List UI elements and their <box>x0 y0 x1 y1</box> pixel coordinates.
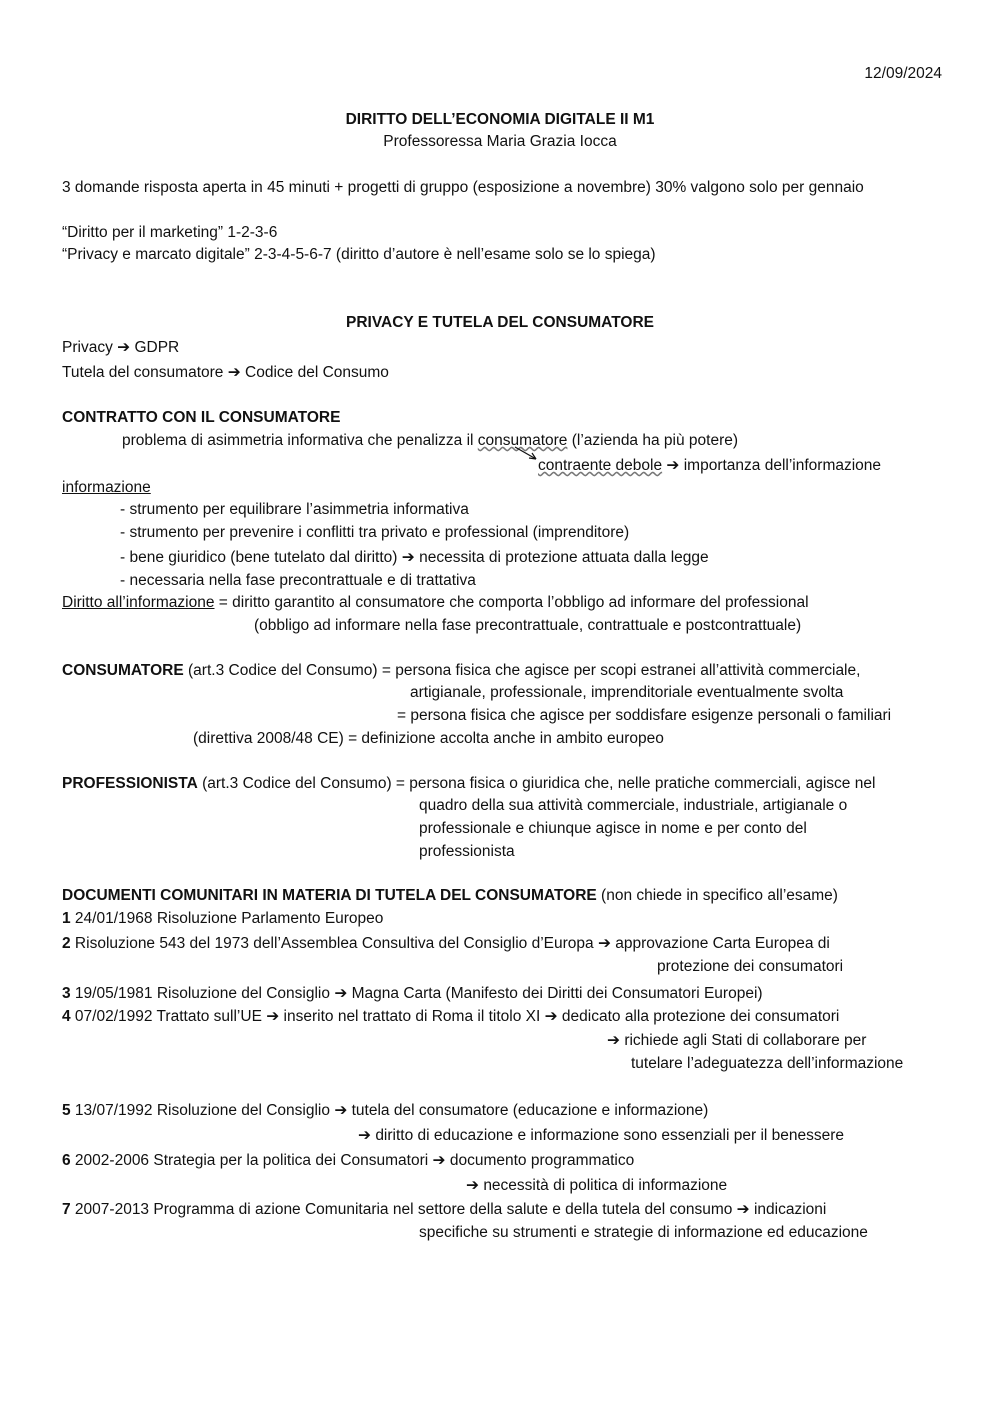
consumatore-label: CONSUMATORE <box>62 662 184 679</box>
arrow-icon: ➔ <box>266 1008 280 1025</box>
arrow-icon: ➔ <box>597 935 611 952</box>
arrow-icon: ➔ <box>607 1032 620 1049</box>
arrow-icon: ➔ <box>401 549 415 566</box>
documento-item-5 <box>62 1101 708 1121</box>
arrow-icon: ➔ <box>334 985 348 1002</box>
arrow-icon: ➔ <box>466 1177 479 1194</box>
documento-item-4-cont-1 <box>607 1031 866 1051</box>
contraente-debole-word: contraente debole <box>538 457 663 474</box>
professionista-text: (art.3 Codice del Consumo) = persona fisica o giuridica che, nelle pratiche commerciali, agisce nel <box>197 775 876 792</box>
info-bullet-2: - strumento per prevenire i conflitti tra privato e professional (imprenditore) <box>120 524 630 541</box>
diritto-informazione-label: Diritto all’informazione <box>62 594 215 611</box>
professionista-line-3: professionale e chiunque agisce in nome e per conto del <box>419 820 807 837</box>
document-date: 12/09/2024 <box>864 65 942 82</box>
item-number: 4 <box>62 1008 71 1025</box>
contraente-line <box>538 456 881 476</box>
item-number: 6 <box>62 1152 71 1169</box>
importanza-text: importanza dell’informazione <box>683 457 882 474</box>
gdpr-term: GDPR <box>134 339 180 356</box>
book-reference-1: “Diritto per il marketing” 1-2-3-6 <box>62 224 278 241</box>
section-title-contratto: CONTRATTO CON IL CONSUMATORE <box>62 409 341 426</box>
item-number: 1 <box>62 910 71 927</box>
item-number: 5 <box>62 1102 71 1119</box>
arrow-icon: ➔ <box>334 1102 348 1119</box>
professionista-definition <box>62 774 875 794</box>
documento-item-2 <box>62 934 830 954</box>
item-result: indicazioni <box>753 1201 827 1218</box>
item-result: documento programmatico <box>449 1152 635 1169</box>
arrow-icon: ➔ <box>736 1201 750 1218</box>
documento-item-6-cont <box>466 1176 727 1196</box>
section-title-privacy: PRIVACY E TUTELA DEL CONSUMATORE <box>345 314 655 331</box>
informazione-label: informazione <box>62 479 151 496</box>
asimmetria-text: problema di asimmetria informativa che penalizza il <box>122 432 478 449</box>
documento-item-5-cont <box>358 1126 844 1146</box>
consumatore-line-3: = persona fisica che agisce per soddisfare esigenze personali o familiari <box>397 707 892 724</box>
documento-item-2-cont: protezione dei consumatori <box>657 958 844 975</box>
codice-term: Codice del Consumo <box>245 364 389 381</box>
documento-item-1 <box>62 909 383 929</box>
item-number: 2 <box>62 935 71 952</box>
item-result: Magna Carta (Manifesto dei Diritti dei Consumatori Europei) <box>351 985 763 1002</box>
asimmetria-line <box>122 431 738 451</box>
document-title: DIRITTO DELL’ECONOMIA DIGITALE II M1 <box>345 111 655 128</box>
info-bullet-4: - necessaria nella fase precontrattuale e di trattativa <box>120 572 476 589</box>
asimmetria-note: (l’azienda ha più potere) <box>567 432 739 449</box>
item-result: approvazione Carta Europea di <box>615 935 830 952</box>
professor-name: Professoressa Maria Grazia Iocca <box>383 133 617 150</box>
item-cont-text: diritto di educazione e informazione sono essenziali per il benessere <box>375 1127 845 1144</box>
item-text: 13/07/1992 Risoluzione del Consiglio <box>70 1102 330 1119</box>
documento-item-3 <box>62 984 763 1004</box>
item-number: 3 <box>62 985 71 1002</box>
info-bullet-1: - strumento per equilibrare l’asimmetria informativa <box>120 501 469 518</box>
item-result: tutela del consumatore (educazione e informazione) <box>351 1102 709 1119</box>
item-cont-text: richiede agli Stati di collaborare per <box>624 1032 867 1049</box>
item-text: 07/02/1992 Trattato sull’UE <box>70 1008 262 1025</box>
item-result: dedicato alla protezione dei consumatori <box>561 1008 840 1025</box>
arrow-icon: ➔ <box>227 364 241 381</box>
documenti-heading <box>62 886 838 906</box>
arrow-icon: ➔ <box>544 1008 558 1025</box>
item-text: 19/05/1981 Risoluzione del Consiglio <box>70 985 330 1002</box>
item-cont-text: necessità di politica di informazione <box>483 1177 728 1194</box>
info-bullet-3-result: necessita di protezione attuata dalla legge <box>419 549 709 566</box>
diritto-informazione-text: = diritto garantito al consumatore che comporta l’obbligo ad informare del professional <box>214 594 809 611</box>
professionista-line-2: quadro della sua attività commerciale, industriale, artigianale o <box>419 797 848 814</box>
book-reference-2: “Privacy e marcato digitale” 2-3-4-5-6-7 (diritto d’autore è nell’esame solo se lo spiega) <box>62 246 656 263</box>
exam-info: 3 domande risposta aperta in 45 minuti + progetti di gruppo (esposizione a novembre) 30% valgono solo per gennaio <box>62 179 864 196</box>
item-middle: inserito nel trattato di Roma il titolo XI <box>283 1008 541 1025</box>
professionista-label: PROFESSIONISTA <box>62 775 198 792</box>
item-text: 24/01/1968 Risoluzione Parlamento Europeo <box>70 910 384 927</box>
consumatore-definition <box>62 661 860 681</box>
arrow-icon: ➔ <box>358 1127 371 1144</box>
tutela-term: Tutela del consumatore <box>62 364 224 381</box>
consumatore-line-4: (direttiva 2008/48 CE) = definizione accolta anche in ambito europeo <box>193 730 664 747</box>
privacy-line <box>62 338 179 358</box>
documenti-note: (non chiede in specifico all’esame) <box>596 887 838 904</box>
arrow-icon: ➔ <box>666 457 680 474</box>
documento-item-7 <box>62 1200 826 1220</box>
info-bullet-3-text: - bene giuridico (bene tutelato dal diritto) <box>120 549 398 566</box>
arrow-icon: ➔ <box>117 339 131 356</box>
item-text: Risoluzione 543 del 1973 dell’Assemblea Consultiva del Consiglio d’Europa <box>70 935 594 952</box>
documento-item-4-cont-2: tutelare l’adeguatezza dell’informazione <box>631 1055 904 1072</box>
item-text: 2007-2013 Programma di azione Comunitaria nel settore della salute e della tutela del consumo <box>70 1201 733 1218</box>
consumatore-text: (art.3 Codice del Consumo) = persona fisica che agisce per scopi estranei all’attività commerciale, <box>183 662 861 679</box>
consumatore-line-2: artigianale, professionale, imprenditoriale eventualmente svolta <box>410 684 844 701</box>
item-text: 2002-2006 Strategia per la politica dei Consumatori <box>70 1152 429 1169</box>
documento-item-4 <box>62 1007 839 1027</box>
professionista-line-4: professionista <box>419 843 515 860</box>
documento-item-6 <box>62 1151 634 1171</box>
arrow-icon: ➔ <box>432 1152 446 1169</box>
diritto-informazione-note: (obbligo ad informare nella fase precontrattuale, contrattuale e postcontrattuale) <box>254 617 802 634</box>
section-title-documenti: DOCUMENTI COMUNITARI IN MATERIA DI TUTELA DEL CONSUMATORE <box>62 887 597 904</box>
info-bullet-3 <box>120 548 709 568</box>
documento-item-7-cont: specifiche su strumenti e strategie di informazione ed educazione <box>419 1224 868 1241</box>
consumatore-word: consumatore <box>477 432 568 449</box>
item-number: 7 <box>62 1201 71 1218</box>
privacy-term: Privacy <box>62 339 113 356</box>
tutela-line <box>62 363 389 383</box>
diritto-informazione-line <box>62 593 809 613</box>
